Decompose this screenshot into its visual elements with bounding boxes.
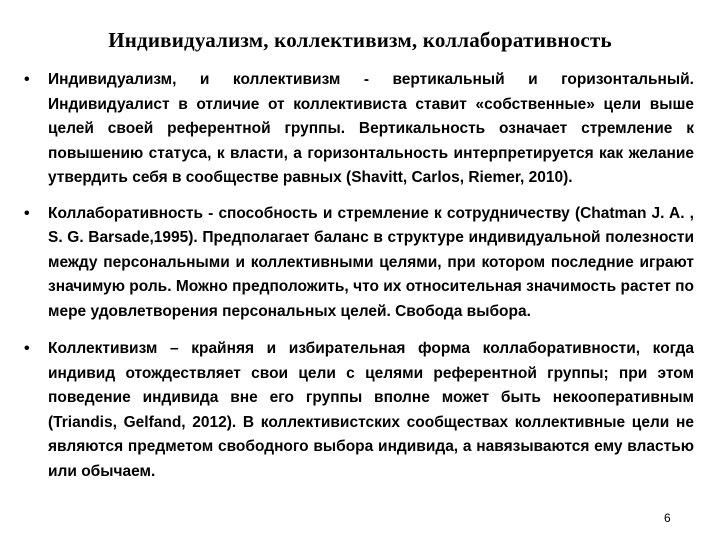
slide-title: Индивидуализм, коллективизм, коллаборативность — [108, 28, 612, 52]
bullet-list — [24, 68, 694, 495]
bullet-marker-icon: • — [24, 340, 30, 357]
bullet-marker-icon: • — [24, 204, 30, 222]
bullet-collaborativeness — [24, 202, 694, 325]
bullet-individualism — [24, 68, 694, 191]
page-number: 6 — [664, 511, 671, 525]
bullet-marker-icon: • — [24, 71, 30, 88]
bullet-text: Коллаборативность - способность и стремление к сотрудничеству (Chatman J. A. , S. G. Barsade,1995). Предполагает баланс в структуре индивидуальной полезности между персональными и коллективными целями, при котором последние играют значимую роль. Можно предположить, что их относительная значимость растет по мере удовлетворения персональных целей. Свобода выбора. — [48, 204, 694, 320]
bullet-collectivism — [24, 337, 694, 484]
bullet-text: Индивидуализм, и коллективизм - вертикальный и горизонтальный. Индивидуалист в отличие от коллективиста ставит «собственные» цели выше целей своей референтной группы. Вертикальность означает стремление к повышению статуса, к власти, а горизонтальность интерпретируется как желание утвердить себя в сообществе равных (Shavitt, Carlos, Riemer, 2010). — [48, 71, 694, 186]
bullet-text: Коллективизм – крайняя и избирательная форма коллаборативности, когда индивид отождествляет свои цели с целями референтной группы; при этом поведение индивида вне его группы вполне может быть некооперативным (Triandis, Gelfand, 2012). В коллективистских сообществах коллективные цели не являются предметом свободного выбора индивида, а навязываются ему властью или обычаем. — [48, 340, 694, 480]
